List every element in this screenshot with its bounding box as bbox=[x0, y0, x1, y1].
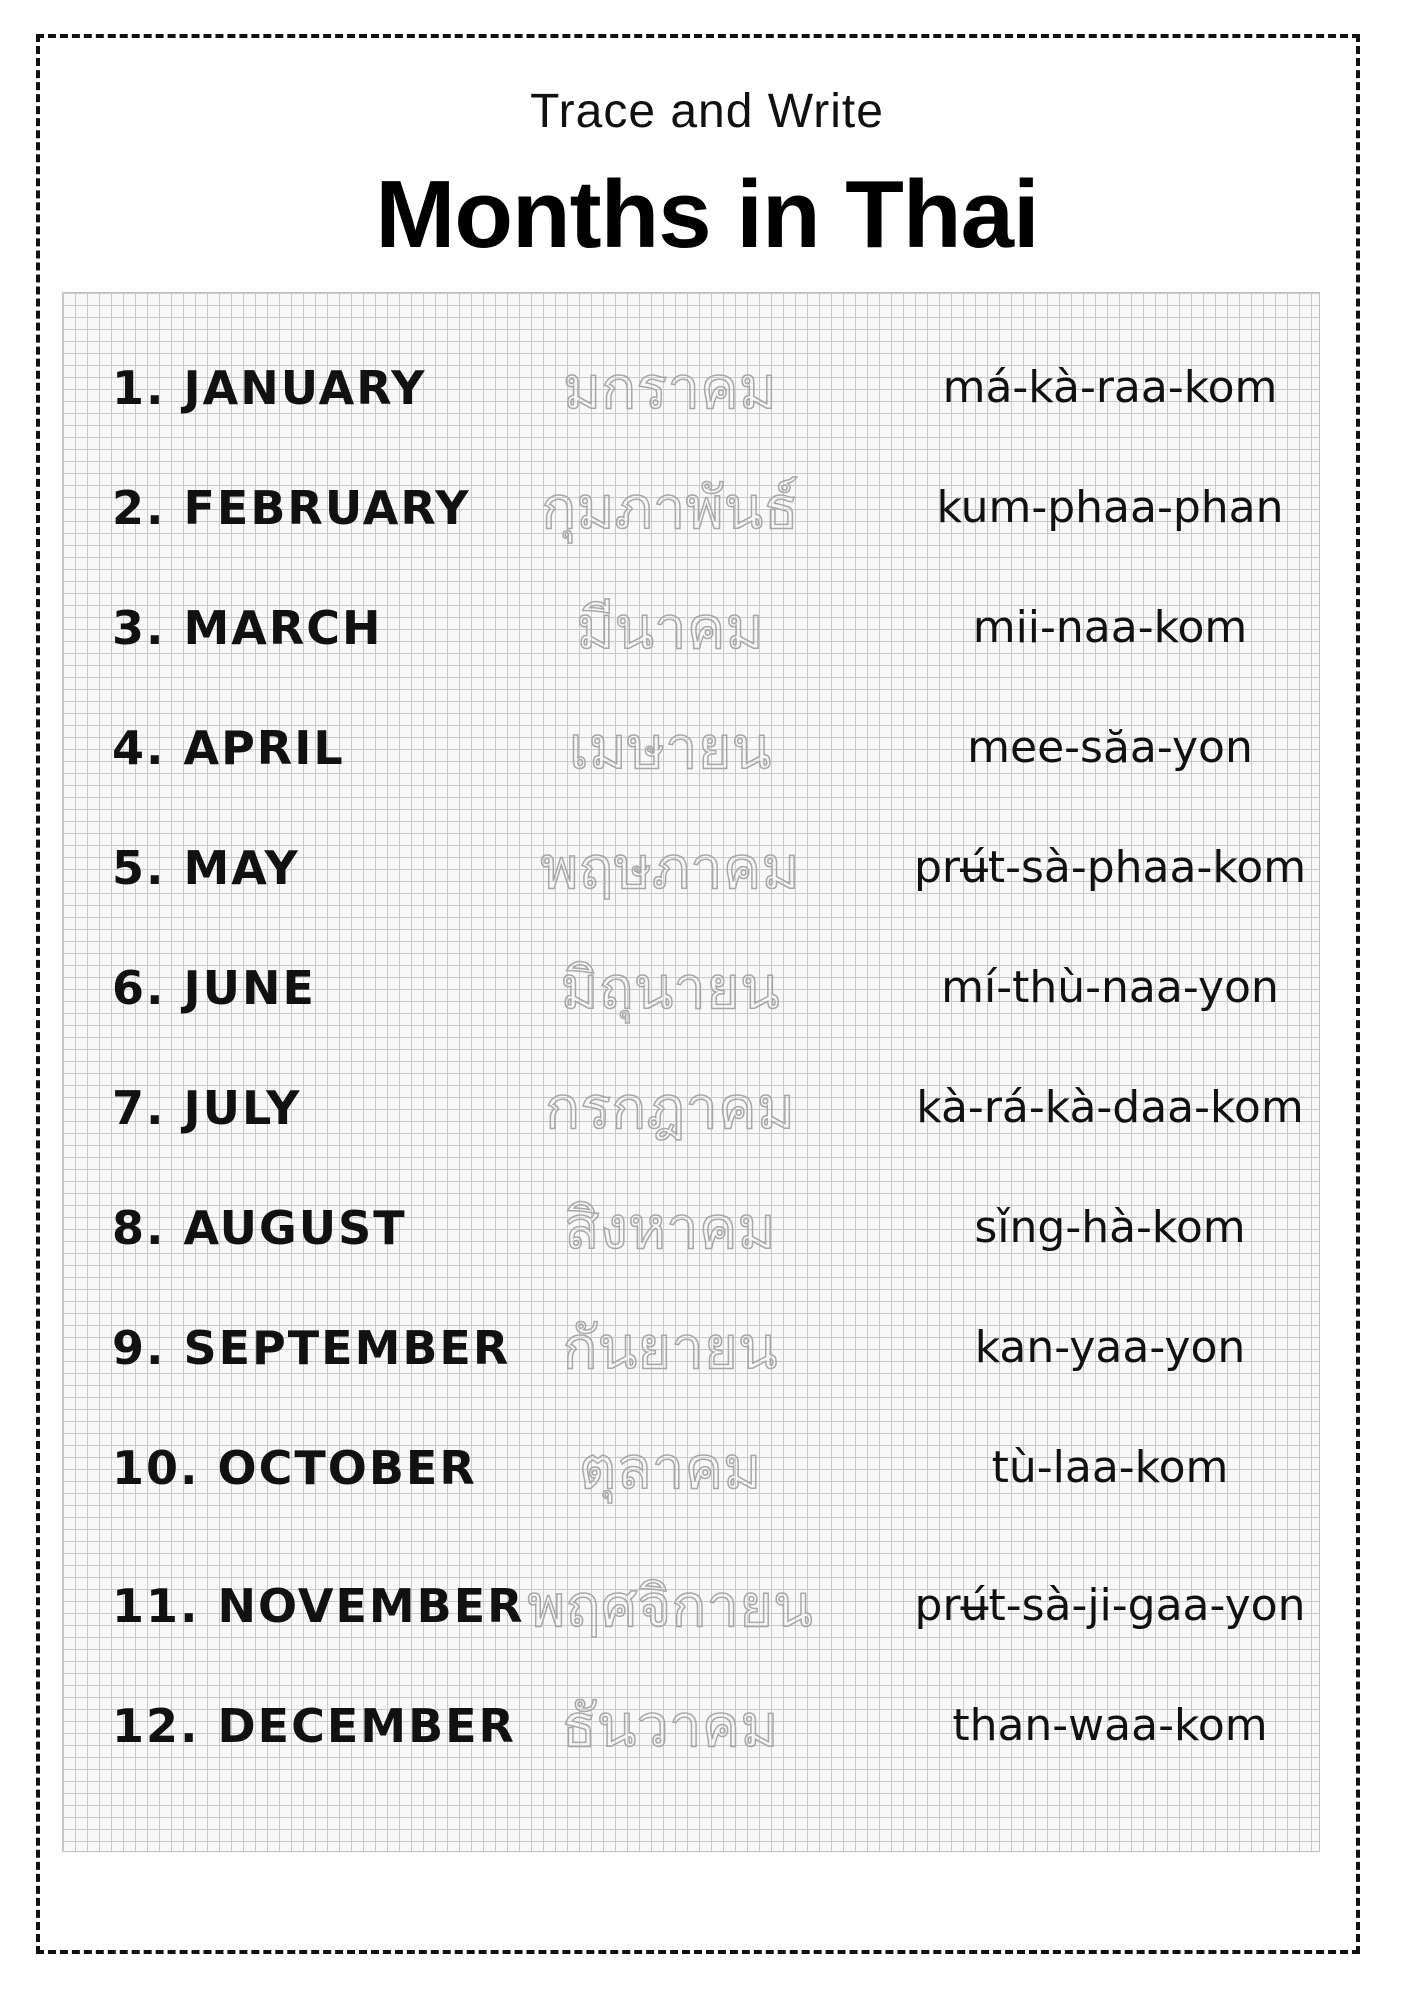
month-label: 7. JULY bbox=[112, 1081, 302, 1135]
romanization-text: kum-phaa-phan bbox=[936, 482, 1284, 533]
month-row-december bbox=[0, 1676, 1414, 1776]
thai-trace-text: สิงหาคม bbox=[564, 1194, 776, 1262]
month-row-august bbox=[0, 1178, 1414, 1278]
month-row-july bbox=[0, 1058, 1414, 1158]
thai-trace-text: กันยายน bbox=[562, 1314, 778, 1382]
romanization-text: kà-rá-kà-daa-kom bbox=[916, 1082, 1304, 1133]
month-row-april bbox=[0, 698, 1414, 798]
month-row-february bbox=[0, 458, 1414, 558]
month-row-january bbox=[0, 338, 1414, 438]
worksheet-subtitle: Trace and Write bbox=[530, 85, 884, 138]
romanization-text: sǐng-hà-kom bbox=[974, 1202, 1246, 1253]
worksheet-title: Months in Thai bbox=[375, 161, 1039, 268]
month-label: 9. SEPTEMBER bbox=[112, 1321, 511, 1375]
month-label: 4. APRIL bbox=[112, 721, 345, 775]
month-label: 2. FEBRUARY bbox=[112, 481, 471, 535]
thai-trace-text: ธันวาคม bbox=[561, 1692, 779, 1760]
month-row-november bbox=[0, 1556, 1414, 1656]
month-label: 6. JUNE bbox=[112, 961, 316, 1015]
romanization-text: mí-thù-naa-yon bbox=[941, 962, 1279, 1013]
thai-trace-text: มกราคม bbox=[562, 354, 778, 422]
month-label: 5. MAY bbox=[112, 841, 300, 895]
romanization-text: kan-yaa-yon bbox=[974, 1322, 1246, 1373]
month-label: 3. MARCH bbox=[112, 601, 383, 655]
month-label: 1. JANUARY bbox=[112, 361, 427, 415]
thai-trace-text: พฤศจิกายน bbox=[527, 1572, 813, 1640]
thai-trace-text: กรกฎาคม bbox=[545, 1074, 795, 1142]
month-label: 12. DECEMBER bbox=[112, 1699, 516, 1753]
month-row-october bbox=[0, 1418, 1414, 1518]
romanization-text: má-kà-raa-kom bbox=[942, 362, 1278, 413]
romanization-text: prʉ́t-sà-phaa-kom bbox=[913, 842, 1307, 893]
month-row-june bbox=[0, 938, 1414, 1038]
month-row-september bbox=[0, 1298, 1414, 1398]
romanization-text: mee-săa-yon bbox=[967, 722, 1253, 773]
thai-trace-text: มิถุนายน bbox=[560, 954, 780, 1022]
thai-trace-text: เมษายน bbox=[568, 714, 772, 782]
romanization-text: tù-laa-kom bbox=[991, 1442, 1229, 1493]
romanization-text: prʉ́t-sà-ji-gaa-yon bbox=[914, 1580, 1306, 1631]
thai-trace-text: ตุลาคม bbox=[578, 1434, 762, 1502]
month-row-march bbox=[0, 578, 1414, 678]
month-label: 10. OCTOBER bbox=[112, 1441, 477, 1495]
thai-trace-text: พฤษภาคม bbox=[540, 834, 800, 902]
thai-trace-text: กุมภาพันธ์ bbox=[541, 474, 799, 542]
month-row-may bbox=[0, 818, 1414, 918]
thai-trace-text: มีนาคม bbox=[576, 594, 764, 662]
romanization-text: than-waa-kom bbox=[952, 1700, 1268, 1751]
month-label: 11. NOVEMBER bbox=[112, 1579, 525, 1633]
month-label: 8. AUGUST bbox=[112, 1201, 407, 1255]
romanization-text: mii-naa-kom bbox=[972, 602, 1248, 653]
